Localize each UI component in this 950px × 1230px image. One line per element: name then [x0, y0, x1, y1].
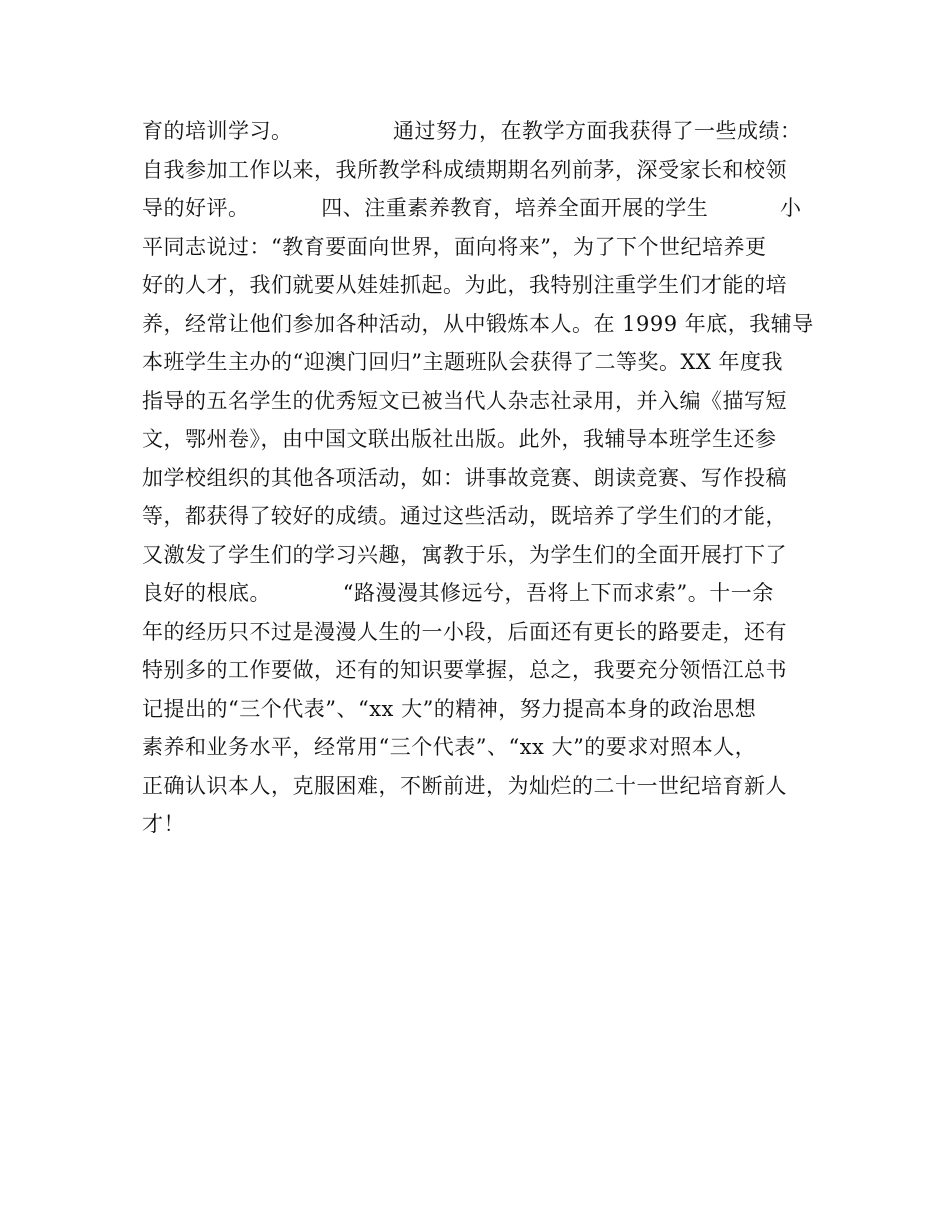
text-line: 才！: [142, 812, 185, 836]
text-line: 良好的根底。 “路漫漫其修远兮，吾将上下而求索”。十一余: [142, 581, 774, 605]
text-line: 育的培训学习。 通过努力，在教学方面我获得了一些成绩：: [142, 119, 802, 143]
text-line: 平同志说过：“教育要面向世界，面向将来”，为了下个世纪培养更: [142, 234, 767, 259]
text-line: 正确认识本人，克服困难，不断前进，为灿烂的二十一世纪培育新人: [142, 773, 787, 798]
text-line: 指导的五名学生的优秀短文已被当代人杂志社录用，并入编《描写短: [142, 388, 787, 413]
text-line: 素养和业务水平，经常用“三个代表”、“xx 大”的要求对照本人，: [142, 735, 757, 759]
text-line: 自我参加工作以来，我所教学科成绩期期名列前茅，深受家长和校领: [142, 157, 787, 182]
text-line: 等，都获得了较好的成绩。通过这些活动，既培养了学生们的才能，: [142, 504, 787, 528]
text-line: 养，经常让他们参加各种活动，从中锻炼本人。在 1999 年底，我辅导: [142, 311, 814, 336]
text-line: 特别多的工作要做，还有的知识要掌握，总之，我要充分领悟江总书: [142, 658, 787, 682]
text-line: 记提出的“三个代表”、“xx 大”的精神，努力提高本身的政治思想: [142, 696, 757, 721]
text-line: 又激发了学生们的学习兴趣，寓教于乐，为学生们的全面开展打下了: [142, 542, 787, 567]
text-line: 本班学生主办的“迎澳门回归”主题班队会获得了二等奖。XX 年度我: [142, 350, 784, 374]
text-line: 年的经历只不过是漫漫人生的一小段，后面还有更长的路要走，还有: [142, 619, 787, 644]
text-line: 文，鄂州卷》，由中国文联出版社出版。此外，我辅导本班学生还参: [142, 427, 777, 451]
body-text: [142, 112, 822, 844]
text-line: 好的人才，我们就要从娃娃抓起。为此，我特别注重学生们才能的培: [142, 273, 787, 297]
text-line: 导的好评。 四、注重素养教育，培养全面开展的学生 小: [142, 196, 802, 220]
text-line: 加学校组织的其他各项活动，如：讲事故竞赛、朗读竞赛、写作投稿: [142, 465, 787, 490]
